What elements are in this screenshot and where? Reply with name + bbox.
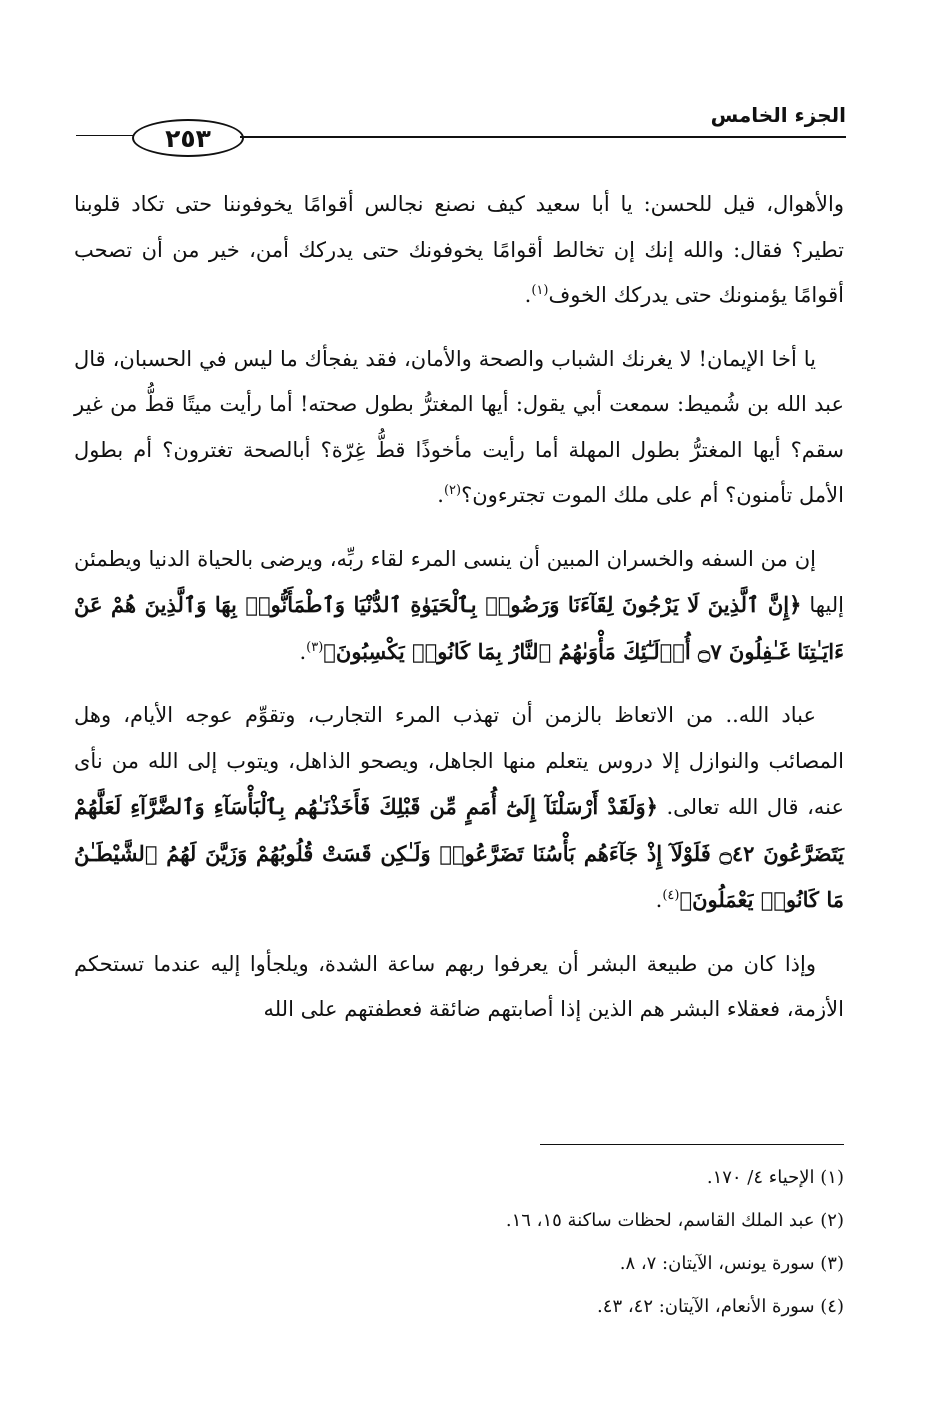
footnote-separator (540, 1144, 844, 1145)
paragraph (74, 182, 844, 319)
paragraph-end: . (655, 888, 663, 912)
main-text (74, 182, 844, 1051)
quran-verse: ﴿وَلَقَدْ أَرْسَلْنَآ إِلَىٰٓ أُمَمٍ مِّن قَبْلِكَ فَأَخَذْنَـٰهُم بِٱلْبَأْسَآءِ وَٱلضَّرَّآءِ لَعَلَّهُمْ يَتَضَرَّعُونَ ۝٤٢ فَلَوْلَآ إِذْ جَآءَهُم بَأْسُنَا تَضَرَّعُوا۟ وَلَـٰكِن قَسَتْ قُلُوبُهُمْ وَزَيَّنَ لَهُمُ ٱلشَّيْطَـٰنُ مَا كَانُوا۟ يَعْمَلُونَ﴾ (74, 794, 845, 912)
page-header (76, 100, 846, 180)
page-number: ٢٥٣ (132, 119, 244, 157)
footnote: (٢) عبد الملك القاسم، لحظات ساكنة ١٥، ١٦. (505, 1210, 844, 1231)
paragraph-end: . (299, 639, 307, 664)
paragraph-text: والأهوال، قيل للحسن: يا أبا سعيد كيف نصنع نجالس أقوامًا يخوفوننا حتى تكاد قلوبنا تطير؟ فقال: والله إنك إن تخالط أقوامًا يخوفونك حتى يدركك أمن، خير من أن تصحب أقوامًا يؤمنونك حتى يدركك الخوف (74, 192, 844, 307)
header-rule-left (76, 135, 138, 136)
paragraph-text: يا أخا الإيمان! لا يغرنك الشباب والصحة والأمان، فقد يفجأك ما ليس في الحسبان، قال عبد الله بن شُميط: سمعت أبي يقول: أيها المغترُّ بطول صحته! أما رأيت ميتًا قطُّ من غير سقم؟ أيها المغترُّ بطول المهلة أما رأيت مأخوذًا قطُّ غِرّة؟ أبالصحة تغترون؟ أم بطول الأمل تأمنون؟ أم على ملك الموت تجترءون؟ (74, 346, 844, 507)
header-rule-right (240, 136, 846, 138)
paragraph (74, 337, 844, 519)
paragraph-end: . (437, 483, 444, 507)
paragraph-text: إن من السفه والخسران المبين أن ينسى المرء لقاء ربِّه، ويرضى بالحياة الدنيا ويطمئن إليها (74, 546, 844, 617)
footnote-ref: (١) (531, 283, 549, 298)
footnote-ref: (٤) (662, 888, 680, 903)
paragraph (74, 942, 844, 1033)
footnote-ref: (٢) (443, 483, 462, 498)
footnote: (٤) سورة الأنعام، الآيتان: ٤٢، ٤٣. (597, 1296, 844, 1317)
paragraph-text: وإذا كان من طبيعة البشر أن يعرفوا ربهم ساعة الشدة، ويلجأوا إليه عندما تستحكم الأزمة، فعقلاء البشر هم الذين إذا أصابتهم ضائقة فعطفتهم على الله (74, 951, 844, 1021)
chapter-title: الجزء الخامس (710, 103, 846, 127)
quran-verse: ﴿إِنَّ ٱلَّذِينَ لَا يَرْجُونَ لِقَآءَنَا وَرَضُوا۟ بِٱلْحَيَوٰةِ ٱلدُّنْيَا وَٱطْمَأَنُّوا۟ بِهَا وَٱلَّذِينَ هُمْ عَنْ ءَايَـٰتِنَا غَـٰفِلُونَ ۝٧ أُو۟لَـٰٓئِكَ مَأْوَىٰهُمُ ٱلنَّارُ بِمَا كَانُوا۟ يَكْسِبُونَ﴾ (74, 592, 844, 664)
paragraph (74, 537, 844, 676)
footnote: (٣) سورة يونس، الآيتان: ٧، ٨. (619, 1253, 844, 1274)
paragraph-text: عباد الله.. من الاتعاظ بالزمن أن تهذب المرء التجارب، وتقوِّم عوجه الأيام، وهل المصائب والنوازل إلا دروس يتعلم منها الجاهل، ويصحو الذاهل، ويتوب إلى الله من نأى عنه، قال الله تعالى. (74, 703, 844, 819)
footnotes (244, 1156, 844, 1328)
paragraph-end: . (524, 283, 532, 307)
footnote: (١) الإحياء ٤/ ١٧٠. (706, 1167, 844, 1188)
paragraph (74, 693, 844, 924)
footnote-ref: (٣) (306, 639, 324, 655)
